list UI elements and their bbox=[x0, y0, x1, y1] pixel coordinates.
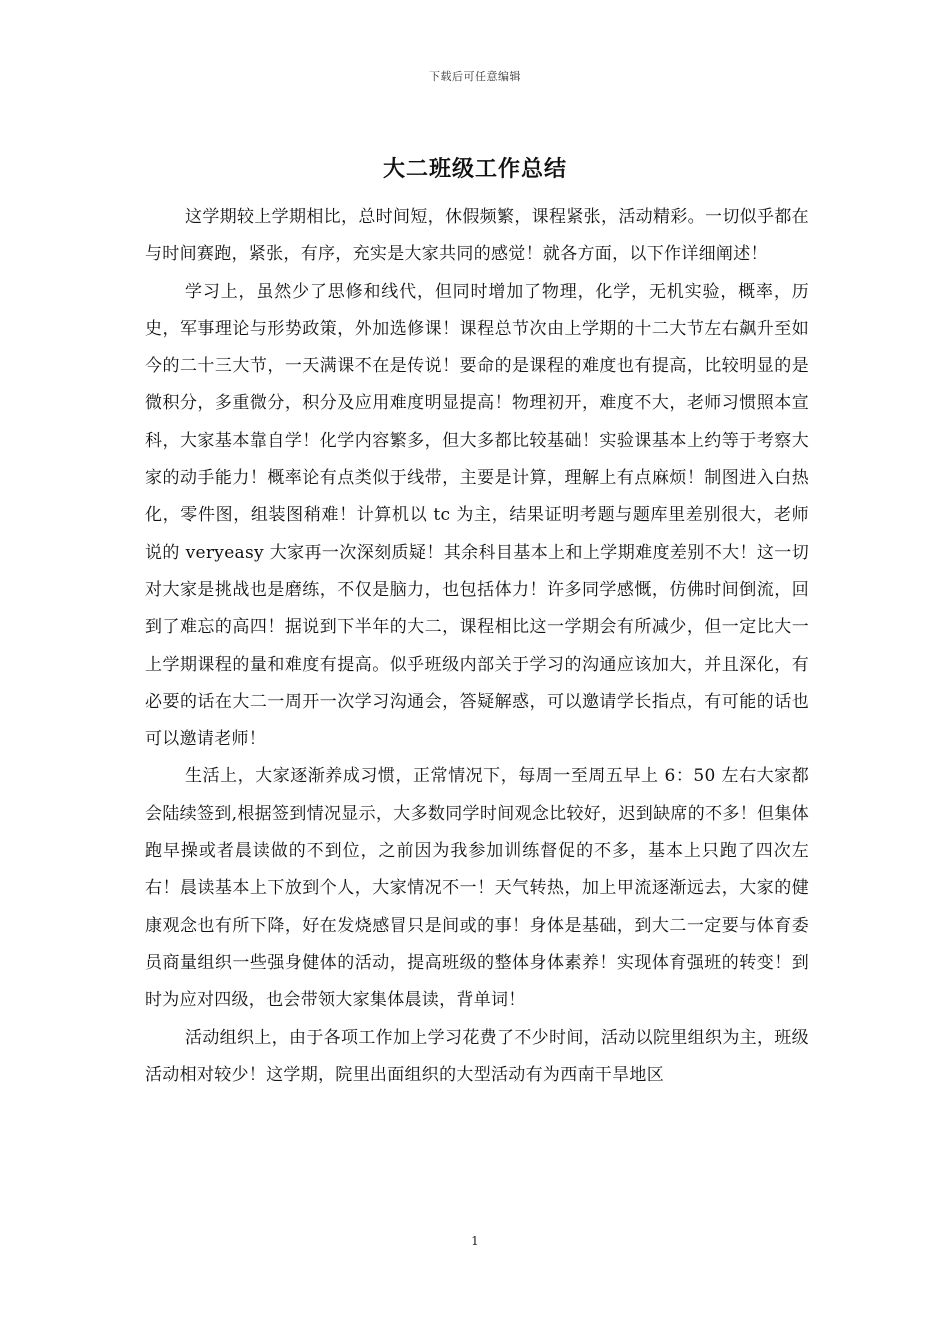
document-body bbox=[145, 199, 809, 1094]
paragraph-study: 学习上，虽然少了思修和线代，但同时增加了物理，化学，无机实验，概率，历史，军事理论与形势政策，外加选修课！课程总节次由上学期的十二大节左右飙升至如今的二十三大节，一天满课不在是传说！要命的是课程的难度也有提高，比较明显的是微积分，多重微分，积分及应用难度明显提高！物理初开，难度不大，老师习惯照本宣科，大家基本靠自学！化学内容繁多，但大多都比较基础！实验课基本上约等于考察大家的动手能力！概率论有点类似于线带，主要是计算，理解上有点麻烦！制图进入白热化，零件图，组装图稍难！计算机以 tc 为主，结果证明考题与题库里差别很大，老师说的 veryeasy 大家再一次深刻质疑！其余科目基本上和上学期难度差别不大！这一切对大家是挑战也是磨练，不仅是脑力，也包括体力！许多同学感慨，仿佛时间倒流，回到了难忘的高四！据说到下半年的大二，课程相比这一学期会有所减少，但一定比大一上学期课程的量和难度有提高。似乎班级内部关于学习的沟通应该加大，并且深化，有必要的话在大二一周开一次学习沟通会，答疑解惑，可以邀请学长指点，有可能的话也可以邀请老师！ bbox=[145, 281, 809, 750]
paragraph-intro: 这学期较上学期相比，总时间短，休假频繁，课程紧张，活动精彩。一切似乎都在与时间赛跑，紧张，有序，充实是大家共同的感觉！就各方面，以下作详细阐述！ bbox=[145, 207, 809, 265]
header-note: 下载后可任意编辑 bbox=[429, 70, 521, 83]
paragraph-activities: 活动组织上，由于各项工作加上学习花费了不少时间，活动以院里组织为主，班级活动相对较少！这学期，院里出面组织的大型活动有为西南干旱地区 bbox=[145, 1027, 809, 1085]
document-title: 大二班级工作总结 bbox=[382, 156, 567, 182]
page-number: 1 bbox=[471, 1234, 479, 1248]
paragraph-life: 生活上，大家逐渐养成习惯，正常情况下，每周一至周五早上 6：50 左右大家都会陆续签到,根据签到情况显示，大多数同学时间观念比较好，迟到缺席的不多！但集体跑早操或者晨读做的不到位，之前因为我参加训练督促的不多，基本上只跑了四次左右！晨读基本上下放到个人，大家情况不一！天气转热，加上甲流逐渐远去，大家的健康观念也有所下降，好在发烧感冒只是间或的事！身体是基础，到大二一定要与体育委员商量组织一些强身健体的活动，提高班级的整体身体素养！实现体育强班的转变！到时为应对四级，也会带领大家集体晨读，背单词！ bbox=[145, 766, 809, 1011]
